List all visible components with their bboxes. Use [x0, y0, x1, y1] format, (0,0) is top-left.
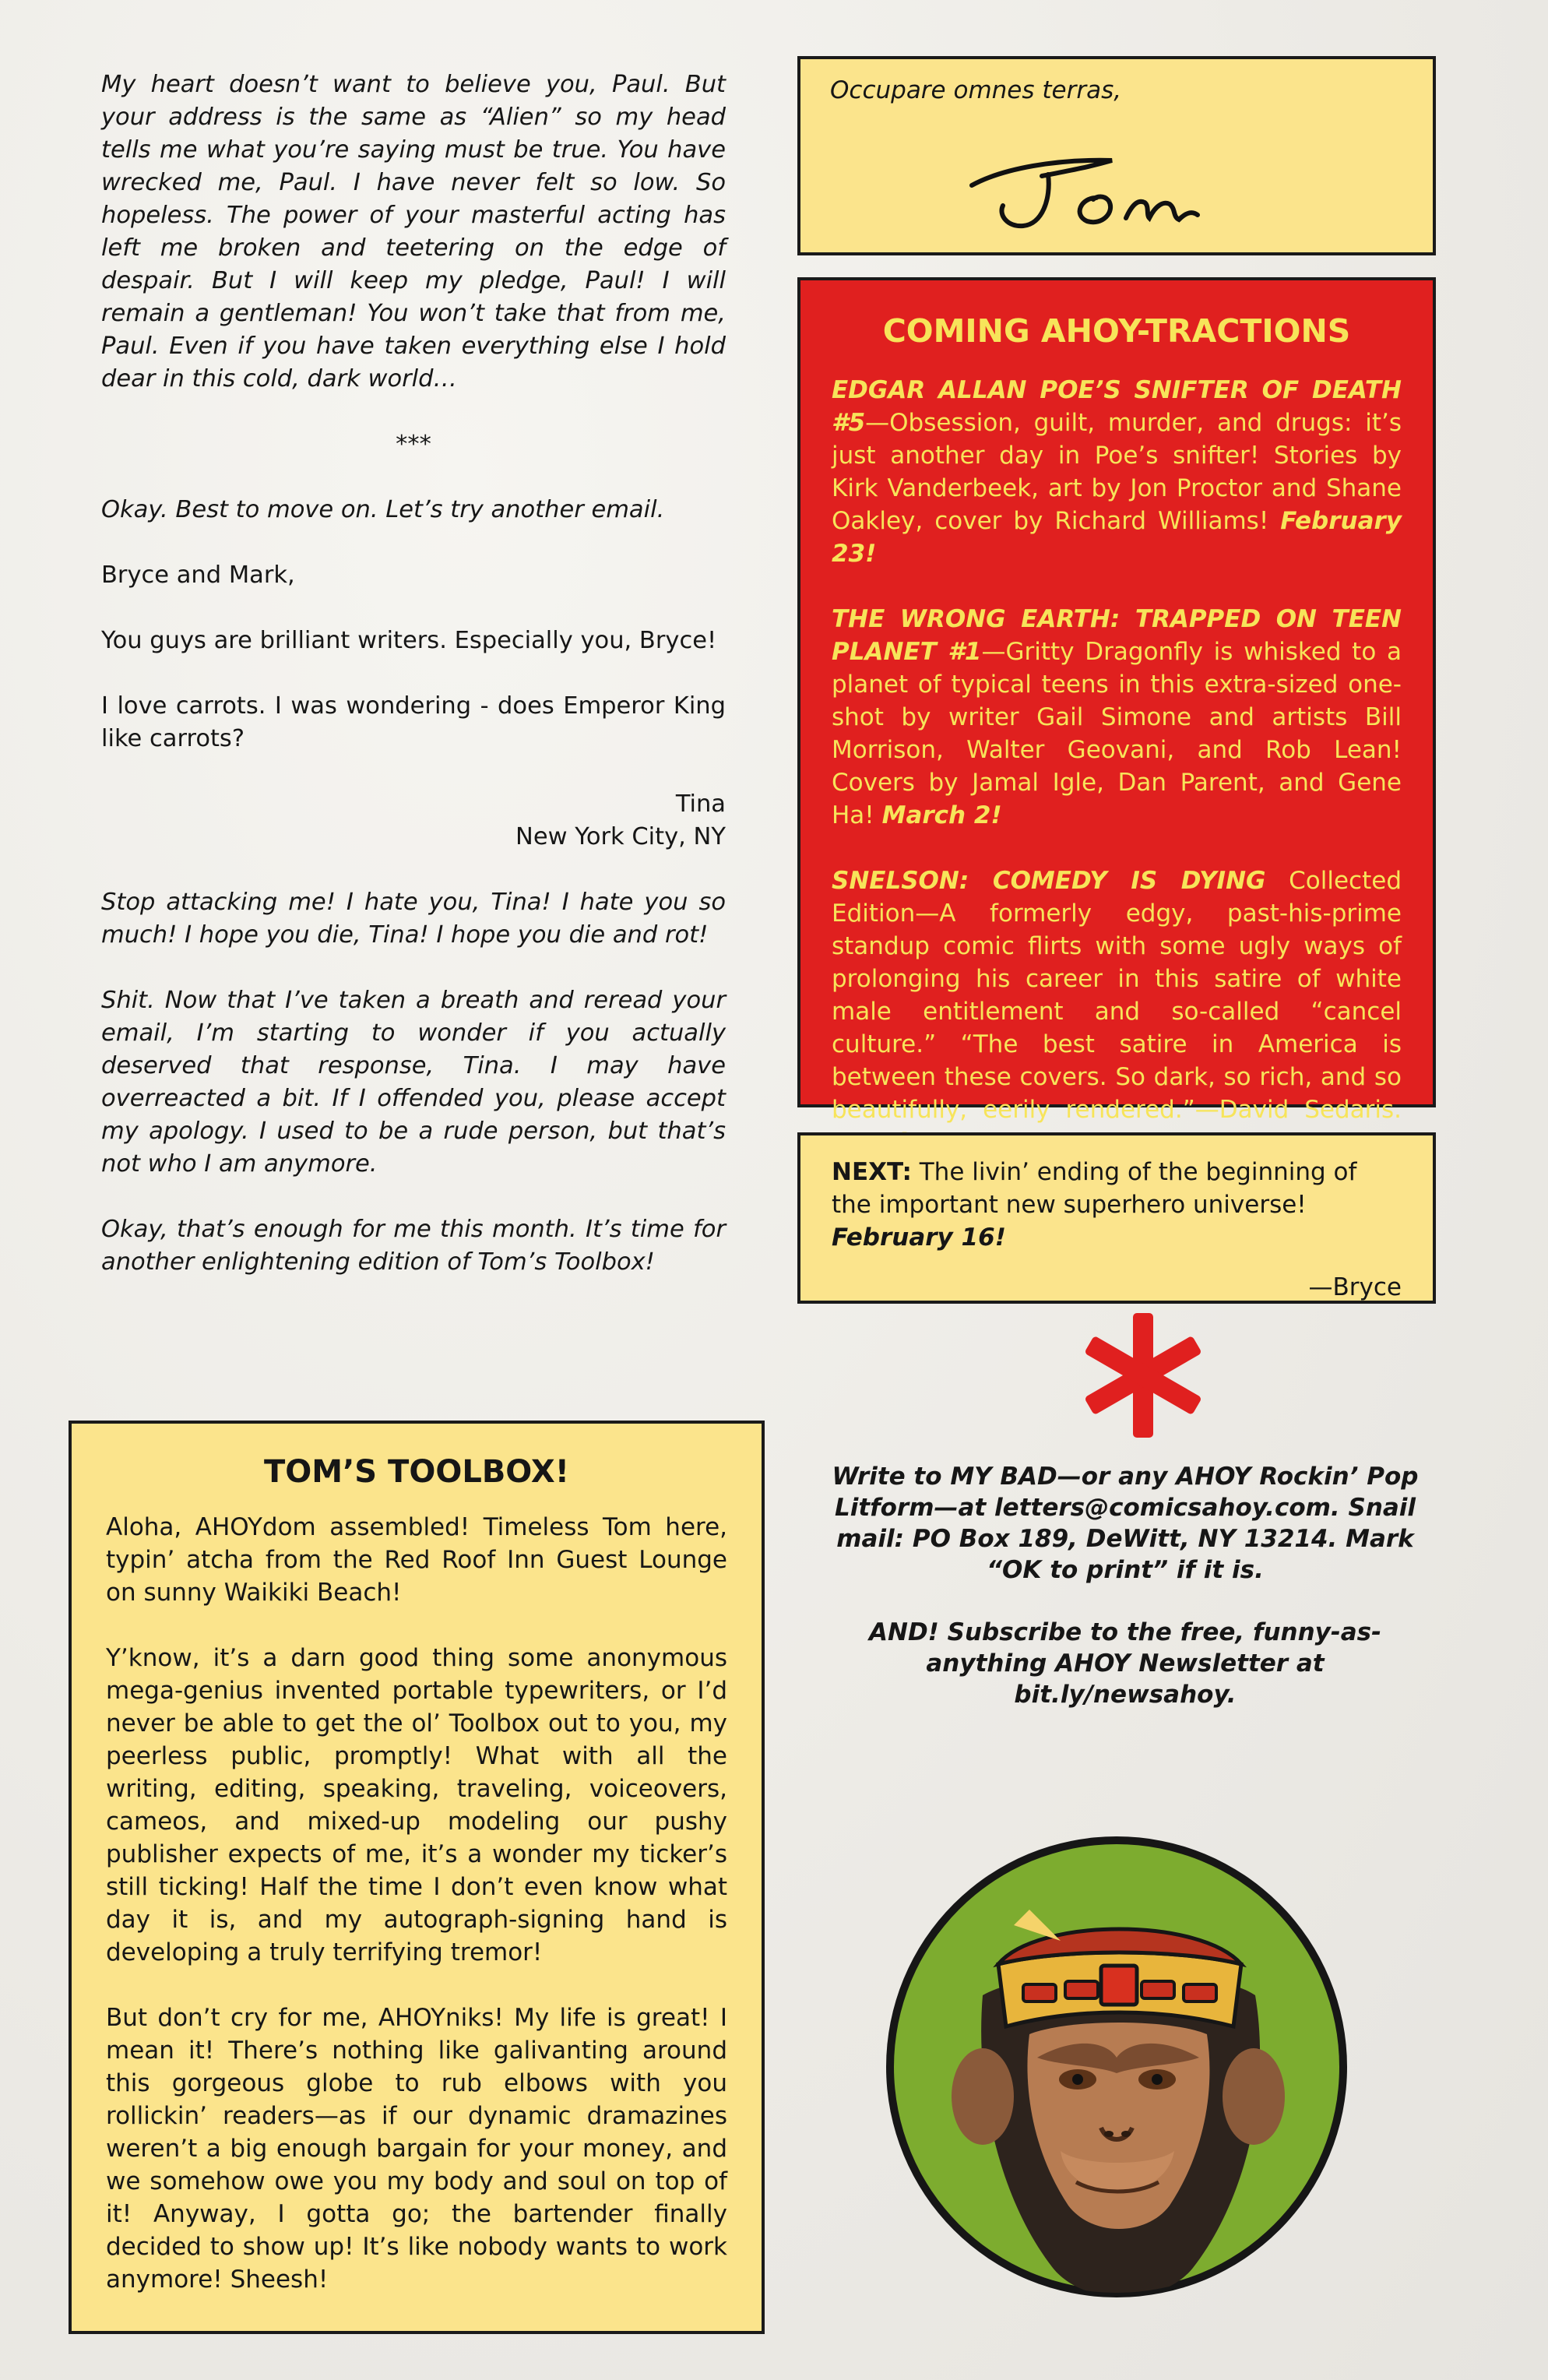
- next-signature: —Bryce: [1308, 1273, 1402, 1301]
- asterisk-icon: [1078, 1310, 1208, 1441]
- letter-paragraph: You guys are brilliant writers. Especially you, Bryce!: [101, 627, 717, 654]
- toms-toolbox-box: [69, 1421, 765, 2334]
- letter-paragraph: Stop attacking me! I hate you, Tina! I hate you so much! I hope you die, Tina! I hope you die and rot!: [101, 889, 726, 949]
- letter-paragraph: Shit. Now that I’ve taken a breath and reread your email, I’m starting to wonder if you actually deserved that response, Tina. I may have overreacted a bit. If I offended you, please accept my apology. I used to be a rude person, but that’s not who I am anymore.: [101, 987, 726, 1178]
- handwritten-signature: [948, 137, 1369, 246]
- attraction-title: EDGAR ALLAN POE’S SNIFTER OF DEATH #5: [832, 376, 1402, 437]
- signoff-motto: Occupare omnes terras,: [830, 76, 1122, 104]
- signoff-box: [797, 56, 1436, 255]
- attraction-body: —Gritty Dragonfly is whisked to a planet of typical teens in this extra-sized one-shot by writer Gail Simone and artists Bill Morrison, Walter Geovani, and Rob Lean! Covers by Jamal Igle, Dan Parent, and Gene Ha!: [832, 638, 1402, 829]
- toolbox-paragraph: Aloha, AHOYdom assembled! Timeless Tom here, typin’ atcha from the Red Roof Inn Guest Lounge on sunny Waikiki Beach!: [106, 1513, 727, 1607]
- attraction-body: —Obsession, guilt, murder, and drugs: it’s just another day in Poe’s snifter! Stories by Kirk Vanderbeek, art by Jon Proctor and Shane Oakley, cover by Richard Williams!: [832, 409, 1402, 535]
- letter-signature-place: New York City, NY: [515, 823, 726, 850]
- coming-attractions-box: [797, 277, 1436, 1124]
- attraction-title: THE WRONG EARTH: TRAPPED ON TEEN PLANET #1: [832, 605, 1402, 666]
- next-date: February 16!: [832, 1223, 1006, 1252]
- toolbox-title: TOM’S TOOLBOX!: [264, 1454, 569, 1490]
- attraction-title: SNELSON: COMEDY IS DYING: [832, 867, 1266, 895]
- letter-signature-name: Tina: [675, 790, 726, 818]
- write-to-address: Write to MY BAD—or any AHOY Rockin’ Pop Litform—at letters@comicsahoy.com. Snail mail: PO Box 189, DeWitt, NY 13214. Mark “OK to print” if it is.: [832, 1463, 1419, 1584]
- attraction-date: February 23!: [832, 507, 1402, 568]
- attraction-body: Collected Edition—A formerly edgy, past-his-prime standup comic flirts with some ugly ways of prolonging his career in this satire of white male entitlement and so-called “cancel culture.” “The best satire in America is between these covers. So dark, so rich, and so beautifully, eerily rendered.”—David Sedaris.: [832, 867, 1402, 1124]
- letter-paragraph: My heart doesn’t want to believe you, Paul. But your address is the same as “Alien” so my head tells me what you’re saying must be true. You have wrecked me, Paul. I have never felt so low. So hopeless. The power of your masterful acting has left me broken and teetering on the edge of despair. But I will keep my pledge, Paul! I will remain a gentleman! You won’t take that from me, Paul. Even if you have taken everything else I hold dear in this cold, dark world…: [101, 71, 726, 393]
- toolbox-paragraph: But don’t cry for me, AHOYniks! My life is great! I mean it! There’s nothing like galivanting around this gorgeous globe to rub elbows with you rollickin’ readers—as if our dynamic dramazines weren’t a big enough bargain for your money, and we somehow owe you my body and soul on top of it! Anyway, I gotta go; the bartender finally decided to show up! It’s like nobody wants to work anymore! Sheesh!: [106, 2004, 727, 2294]
- next-description: The livin’ ending of the beginning of the important new superhero universe!: [832, 1158, 1357, 1219]
- newsletter-info: AND! Subscribe to the free, funny-as-anything AHOY Newsletter at bit.ly/newsahoy.: [869, 1618, 1381, 1709]
- attraction-date: March 2!: [881, 801, 1002, 829]
- attraction-item: [832, 603, 1402, 832]
- letter-paragraph: Okay, that’s enough for me this month. It’s time for another enlightening edition of Tom’s Toolbox!: [101, 1216, 726, 1276]
- letter-column: [101, 69, 726, 1311]
- chimp-king-mascot: [881, 1832, 1352, 2302]
- letter-greeting: Bryce and Mark,: [101, 562, 295, 589]
- write-to-info: [818, 1461, 1433, 1741]
- letter-paragraph: Okay. Best to move on. Let’s try another email.: [101, 496, 665, 523]
- toolbox-paragraph: Y’know, it’s a darn good thing some anonymous mega-genius invented portable typewriters, or I’d never be able to get the ol’ Toolbox out to you, my peerless public, promptly! What with all the writing, editing, speaking, traveling, voiceovers, cameos, and mixed-up modeling our pushy publisher expects of me, it’s a wonder my ticker’s still ticking! Half the time I don’t even know what day it is, and my autograph-signing hand is developing a truly terrifying tremor!: [106, 1644, 727, 1966]
- section-divider: ***: [396, 431, 431, 458]
- next-label: NEXT:: [832, 1158, 912, 1186]
- attraction-item: [832, 864, 1402, 1159]
- coming-attractions-title: COMING AHOY-TRACTIONS: [882, 312, 1351, 350]
- letter-paragraph: I love carrots. I was wondering - does Emperor King like carrots?: [101, 692, 726, 752]
- next-issue-text: [832, 1156, 1402, 1254]
- attraction-item: [832, 374, 1402, 570]
- next-issue-box: [797, 1132, 1436, 1304]
